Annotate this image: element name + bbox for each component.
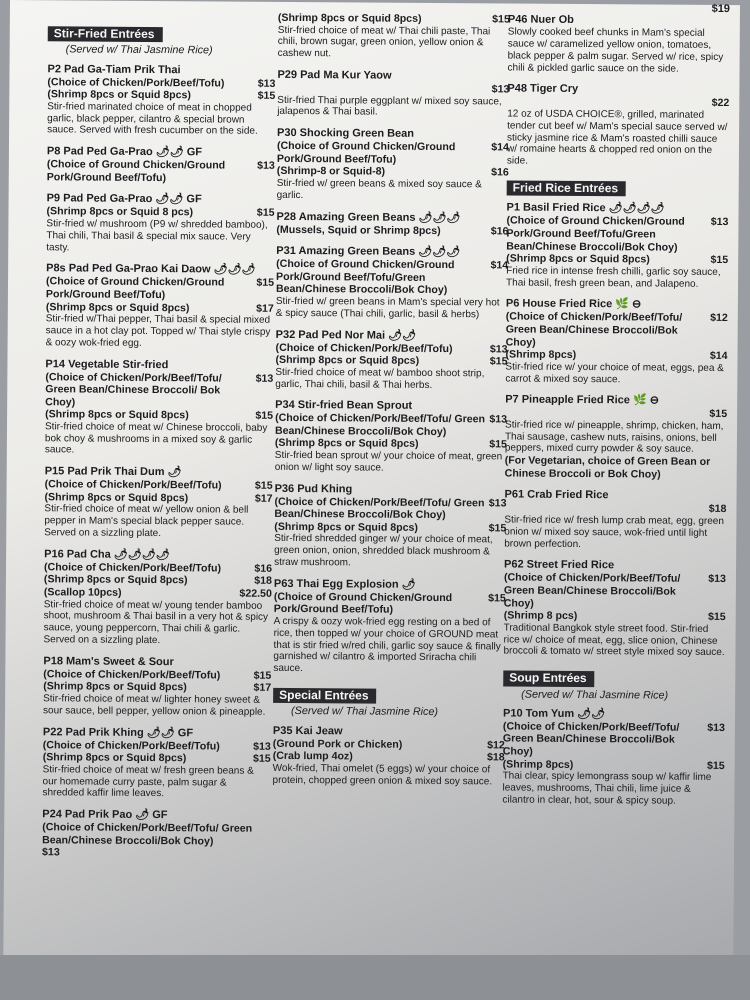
section-subtitle: (Served w/ Thai Jasmine Rice)	[521, 688, 669, 702]
choice-row	[275, 354, 507, 368]
item-name: P30 Shocking Green Bean	[277, 127, 415, 140]
menu-item	[507, 14, 729, 76]
price: $13	[42, 846, 60, 859]
price: $12	[487, 738, 505, 752]
price: $15	[488, 592, 506, 605]
choice-text: (Choice of Chicken/Pork/Beef/Tofu/ Green Bean/Chinese Broccoli/ Bok Choy)	[45, 370, 222, 409]
item-name: P2 Pad Ga-Tiam Prik Thai	[47, 62, 181, 76]
section-header: Stir-Fried Entrées	[48, 26, 163, 42]
price: $13	[488, 497, 507, 510]
price: $15	[255, 410, 274, 423]
menu-item	[45, 358, 274, 458]
choice-text: (Choice of Ground Chicken/Ground Pork/Ground Beef/Tofu)	[46, 158, 226, 184]
menu-item	[504, 489, 726, 552]
item-description: Wok-fried, Thai omelet (5 eggs) w/ your choice of protein, chopped green onion & mixed soy sauce.	[272, 762, 493, 787]
counter-surface	[0, 955, 750, 1000]
choice-text: (Shrimp 8pcs or Squid 8pcs)	[42, 751, 187, 765]
menu-item	[506, 202, 729, 291]
price: $15	[709, 408, 728, 421]
item-description: Stir-fried choice of meat w/ young tender bamboo shoot, mushroom & Thai basil in a very hot & spicy sauce, young peppercorn, Thai chili & garlic. Served on a sizzling plate.	[43, 598, 269, 647]
price	[266, 823, 270, 848]
item-name: P8 Pad Ped Ga-Prao 🌶🌶 GF	[46, 145, 203, 159]
choice-text: (Shrimp 8pcs or Squid 8pcs)	[43, 573, 188, 587]
section-subtitle: (Served w/ Thai Jasmine Rice)	[290, 705, 439, 719]
choice-row	[277, 140, 509, 167]
price: $13	[489, 342, 508, 355]
price: $13	[708, 573, 727, 586]
menu-item	[503, 559, 726, 659]
item-description: Stir-fried choice of meat w/ lighter honey sweet & sour sauce, bell pepper, yellow onion & pineapple.	[43, 693, 266, 718]
item-name: P46 Nuer Ob	[507, 13, 574, 27]
menu-item	[277, 127, 510, 203]
item-name: P10 Tom Yum 🌶🌶	[502, 707, 606, 720]
choice-row	[274, 591, 506, 618]
price: $12	[710, 312, 728, 325]
choice-row	[275, 412, 507, 439]
choice-text: (Crab lump 4oz)	[272, 750, 353, 763]
price: $17	[256, 302, 274, 315]
carried-price: $19	[711, 2, 730, 16]
price: $16	[490, 224, 509, 238]
choice-text: (Shrimp 8pcs or Squid 8pcs)	[47, 88, 192, 102]
price: $18	[254, 575, 272, 588]
item-name: P28 Amazing Green Beans 🌶🌶🌶	[276, 210, 461, 224]
item-description: Stir-fried bean sprout w/ your choice of meat, green onion w/ light soy sauce.	[274, 449, 503, 474]
menu-item	[47, 145, 275, 185]
price: $14	[490, 259, 509, 272]
price: $15	[710, 254, 729, 267]
item-description: Stir-fried w/ green beans in Mam's special very hot & spicy sauce (Thai chili, garlic, basil & herbs)	[275, 295, 500, 321]
item-name: P36 Pud Khing	[274, 482, 353, 496]
choice-row	[42, 821, 270, 848]
item-description: Stir-fried rice w/ pineapple, shrimp, chicken, ham, Thai sausage, cashew nuts, raisins, onions, bell peppers, mixed curry powder & soy sauce.	[504, 419, 724, 456]
item-name: P14 Vegetable Stir-fried	[45, 357, 169, 371]
choice-text: (Shrimp 8pcs or Squid 8pcs)	[277, 11, 422, 25]
item-name: P35 Kai Jeaw	[272, 724, 343, 737]
menu-column-3	[502, 2, 730, 816]
choice-text: (Choice of Chicken/Pork/Beef/Tofu/ Green Bean/Chinese Broccoli/Bok Choy)	[274, 495, 485, 522]
choice-text: (Shrimp 8pcs)	[502, 758, 574, 771]
price: $18	[486, 751, 505, 764]
choice-text: (Choice of Ground Chicken/Ground Pork/Ground Beef/Tofu)	[45, 275, 225, 302]
menu-item	[46, 193, 274, 256]
price: $22.50	[239, 587, 272, 600]
item-list	[273, 12, 510, 677]
choice-row	[505, 349, 727, 363]
menu-item	[42, 808, 270, 860]
choice-text: (Shrimp 8pcs or Squid 8pcs)	[275, 353, 420, 367]
menu-item	[46, 263, 275, 351]
item-name: P24 Pad Prik Pao 🌶 GF	[42, 808, 168, 822]
item-name: P15 Pad Prik Thai Dum 🌶	[44, 465, 182, 479]
item-name: P29 Pad Ma Kur Yaow	[277, 68, 392, 82]
item-description: Stir-fried choice of meat w/ bamboo shoot strip, garlic, Thai chili, basil & Thai herbs.	[275, 366, 485, 391]
price: $14	[491, 141, 510, 154]
item-list	[503, 202, 728, 659]
item-description: Stir-fried w/ mushroom (P9 w/ shredded bamboo), Thai chili, Thai basil & special mix sauce. Very tasty.	[46, 218, 268, 253]
choice-text: (Ground Pork or Chicken)	[272, 737, 403, 751]
price: $15	[488, 522, 507, 535]
section-subtitle: (Served w/ Thai Jasmine Rice)	[65, 43, 213, 57]
price: $22	[711, 97, 730, 110]
price: $14	[709, 350, 728, 363]
menu-item	[43, 655, 271, 718]
price: $15	[489, 355, 508, 368]
choice-text: (Shrimp 8pcs or Squid 8 pcs)	[46, 205, 194, 219]
item-description: Stir-fried choice of meat w/ fresh green beans & our homemade curry paste, palm sugar & shredded kaffir lime leaves.	[42, 764, 254, 800]
choice-text: (Choice of Ground Chicken/Ground Pork/Ground Beef/Tofu/Green Bean/Chinese Broccoli/Bok Choy)	[275, 258, 455, 297]
choice-text: (Shrimp 8pcs)	[505, 348, 577, 362]
item-description: A crispy & oozy wok-fried egg resting on a bed of rice, then topped w/ your choice of GROUND meat that is stir fried w/red chili, garlic soy sauce & finally garnished w/ cilantro & imported Sriracha chili sauce.	[273, 615, 501, 675]
choice-row	[44, 586, 272, 600]
choice-text: (Shrimp 8 pcs)	[503, 609, 578, 623]
choice-text: (Shrimp 8pcs or Squid 8pcs)	[45, 300, 190, 314]
item-description: Slowly cooked beef chunks in Mam's special sauce w/ caramelized yellow onion, tomatoes, black pepper & palm sugar. Served w/ rice, spicy chili & pickled garlic sauce on the side.	[507, 26, 724, 75]
choice-text: (Mussels, Squid or Shrimp 8pcs)	[276, 223, 441, 237]
choice-text: (Choice of Chicken/Pork/Beef/Tofu)	[42, 738, 220, 753]
item-description: Fried rice in intense fresh chilli, garlic soy sauce, Thai basil, fresh green bean, and Jalapeno.	[506, 265, 721, 290]
item-list	[42, 63, 276, 861]
choice-row	[506, 215, 728, 254]
choice-text: (Choice of Chicken/Pork/Beef/Tofu/ Green Bean/Chinese Broccoli/Bok Choy)	[503, 571, 681, 610]
item-name: P7 Pineapple Fried Rice 🌿 ⊖	[505, 393, 660, 407]
menu-item	[274, 483, 507, 571]
choice-text: (Choice of Chicken/Pork/Beef/Tofu)	[43, 561, 222, 575]
item-name: P9 Pad Ped Ga-Prao 🌶🌶 GF	[46, 192, 202, 206]
menu-item	[505, 394, 728, 482]
item-description: Thai clear, spicy lemongrass soup w/ kaffir lime leaves, mushrooms, Thai chili, lime juice & cilantro in clear, hot, sour & spicy soup.	[502, 770, 712, 807]
item-note: (For Vegetarian, choice of Green Bean or Chinese Broccoli or Bok Choy)	[504, 454, 711, 481]
menu-item	[507, 83, 730, 169]
item-name: P18 Mam's Sweet & Sour	[43, 655, 174, 668]
choice-row	[276, 223, 508, 237]
item-list	[502, 707, 725, 807]
price: $15	[253, 669, 272, 682]
price: $15	[706, 759, 725, 772]
menu-column-2	[272, 12, 509, 797]
choice-text: (Choice of Ground Chicken/Ground Pork/Ground Beef/Tofu)	[276, 140, 456, 166]
price: $13	[710, 216, 729, 229]
choice-text: (Shrimp 8pcs or Squid 8pcs)	[43, 680, 187, 694]
menu-item	[276, 210, 508, 237]
menu-page	[3, 0, 740, 965]
price: $13	[491, 83, 510, 96]
price: $17	[254, 492, 273, 505]
choice-text: (Shrimp 8pcs or Squid 8pcs)	[45, 408, 189, 422]
choice-row	[274, 496, 506, 523]
item-description: Traditional Bangkok style street food. Stir-fried rice w/ choice of meat, egg, slice onion, Chinese broccoli & tomato w/ street style mixed soy sauce.	[503, 622, 725, 659]
price: $13	[257, 159, 275, 173]
choice-row	[46, 276, 274, 303]
menu-item	[505, 298, 728, 387]
price: $16	[254, 562, 273, 575]
menu-item	[273, 724, 505, 787]
price: $15	[256, 277, 275, 290]
item-name: P63 Thai Egg Explosion 🌶	[273, 577, 416, 591]
choice-text: (Choice of Chicken/Pork/Beef/Tofu)	[275, 341, 453, 355]
price: $15	[256, 207, 275, 220]
choice-text: (Choice of Chicken/Pork/Beef/Tofu/ Green Bean/Chinese Broccoli/Bok Choy)	[274, 412, 486, 438]
choice-text: (Scallop 10pcs)	[43, 586, 122, 599]
price: $15	[707, 611, 726, 624]
menu-item	[43, 548, 272, 648]
item-description: Stir-fried rice w/ your choice of meat, eggs, pea & carrot & mixed soy sauce.	[505, 361, 724, 385]
section-header: Fried Rice Entrées	[507, 181, 626, 197]
choice-row	[506, 253, 728, 267]
price: $13	[707, 721, 725, 734]
item-description: Stir-fried choice of meat w/ Thai chili paste, Thai chili, brown sugar, green onion, yellow onion & cashew nut.	[277, 24, 491, 60]
menu-item	[273, 578, 506, 677]
section-header: Special Entrées	[273, 688, 376, 704]
menu-item	[42, 726, 271, 801]
choice-row	[47, 158, 275, 185]
choice-text: (Shrimp 8pcs or Squid 8pcs)	[274, 437, 419, 451]
choice-row	[276, 258, 508, 297]
item-description: Stir-fried choice of meat w/ yellow onion & bell pepper in Mam's special black pepper sauce. Served on a sizzling plate.	[44, 503, 249, 540]
price: $13	[253, 740, 271, 753]
item-name: P62 Street Fried Rice	[504, 558, 615, 572]
choice-text: (Choice of Ground Chicken/Ground Pork/Ground Beef/Tofu/Green Bean/Chinese Broccoli/Bok Choy)	[506, 214, 685, 254]
choice-text: (Shrimp 8pcs or Squid 8pcs)	[506, 252, 650, 266]
choice-row	[504, 572, 726, 611]
price: $15	[257, 89, 276, 103]
choice-text: (Choice of Chicken/Pork/Beef/Tofu)	[43, 668, 221, 682]
choice-text: (Shrimp-8 or Squid-8)	[276, 165, 386, 178]
item-description: Stir-fried Thai purple eggplant w/ mixed soy sauce, jalapenos & Thai basil.	[277, 94, 502, 118]
item-description: Stir-fried w/ green beans & mixed soy sauce & garlic.	[276, 177, 482, 201]
menu-column-1	[42, 22, 276, 870]
price: $13	[489, 413, 508, 426]
price: $15	[254, 480, 273, 493]
menu-item	[277, 69, 509, 120]
choice-row	[278, 12, 510, 26]
price: $13	[255, 372, 274, 385]
menu-item	[278, 12, 510, 62]
item-name: P32 Pad Ped Nor Mai 🌶🌶	[275, 328, 417, 342]
item-name: P22 Pad Prik Khing 🌶🌶 GF	[42, 725, 194, 739]
choice-row	[45, 371, 273, 410]
item-name: P61 Crab Fried Rice	[504, 488, 609, 502]
choice-row	[503, 720, 725, 759]
choice-text: (Shrimp 8pcs or Squid 8pcs)	[44, 491, 189, 505]
price: $17	[253, 682, 272, 695]
choice-text: (Choice of Chicken/Pork/Beef/Tofu)	[47, 75, 225, 90]
menu-item	[47, 63, 276, 138]
menu-item	[502, 707, 725, 807]
item-name: P31 Amazing Green Beans 🌶🌶🌶	[276, 245, 461, 259]
item-name: P34 Stir-fried Bean Sprout	[275, 399, 413, 413]
item-name: P48 Tiger Cry	[507, 82, 579, 96]
item-description: Stir-fried shredded ginger w/ your choice of meat, green onion, onion, shredded black mushroom & straw mushroom.	[274, 533, 493, 569]
item-list	[273, 724, 505, 787]
item-description: Stir-fried w/Thai pepper, Thai basil & special mixed sauce in a hot clay pot. Topped w/ Thai style crispy & oozy wok-fried egg.	[45, 313, 271, 349]
choice-text: (Choice of Ground Chicken/Ground Pork/Ground Beef/Tofu)	[273, 590, 453, 617]
item-description: Stir-fried choice of meat w/ Chinese broccoli, baby bok choy & mushrooms in a mixed soy & garlic sauce.	[44, 421, 268, 456]
item-name: P16 Pad Cha 🌶🌶🌶🌶	[44, 548, 170, 561]
price: $15	[492, 13, 510, 26]
item-description: Stir-fried marinated choice of meat in chopped garlic, black pepper, cilantro & special brown sauce. Served with fresh cucumber on the side.	[47, 101, 258, 138]
price: $13	[257, 77, 276, 90]
item-name: P6 House Fried Rice 🌿 ⊖	[505, 297, 642, 311]
item-description: Stir-fried rice w/ fresh lump crab meat, egg, green onion w/ mixed soy sauce, wok-fried until light brown perfection.	[504, 514, 724, 550]
choice-row	[506, 311, 728, 350]
choice-text: (Choice of Chicken/Pork/Beef/Tofu)	[44, 478, 222, 492]
price: $15	[489, 438, 507, 451]
item-description: 12 oz of USDA CHOICE®, grilled, marinated tender cut beef w/ Mam's special sauce served w/ sticky jasmine rice & Mam's roasted chilli sauce w/ romaine hearts & chopped red onion on the side.	[506, 108, 728, 167]
choice-text: (Choice of Chicken/Pork/Beef/Tofu/ Green Bean/Chinese Broccoli/Bok Choy)	[505, 310, 683, 349]
item-list	[507, 14, 730, 169]
price: $15	[252, 752, 271, 766]
menu-item	[276, 245, 509, 321]
menu-item	[275, 328, 507, 391]
choice-text: (Choice of Chicken/Pork/Beef/Tofu/ Green Bean/Chinese Broccoli/Bok Choy)	[42, 821, 253, 848]
menu-item	[44, 466, 273, 541]
section-header: Soup Entrées	[503, 671, 594, 687]
choice-text: (Shrimp 8pcs or Squid 8pcs)	[274, 520, 419, 534]
item-name: P1 Basil Fried Rice 🌶🌶🌶🌶	[506, 201, 665, 215]
choice-text: (Choice of Chicken/Pork/Beef/Tofu/ Green Bean/Chinese Broccoli/Bok Choy)	[502, 720, 680, 758]
price: $16	[491, 166, 509, 179]
price: $18	[708, 503, 727, 516]
menu-item	[275, 399, 508, 475]
item-name: P8s Pad Ped Ga-Prao Kai Daow 🌶🌶🌶	[46, 262, 256, 277]
